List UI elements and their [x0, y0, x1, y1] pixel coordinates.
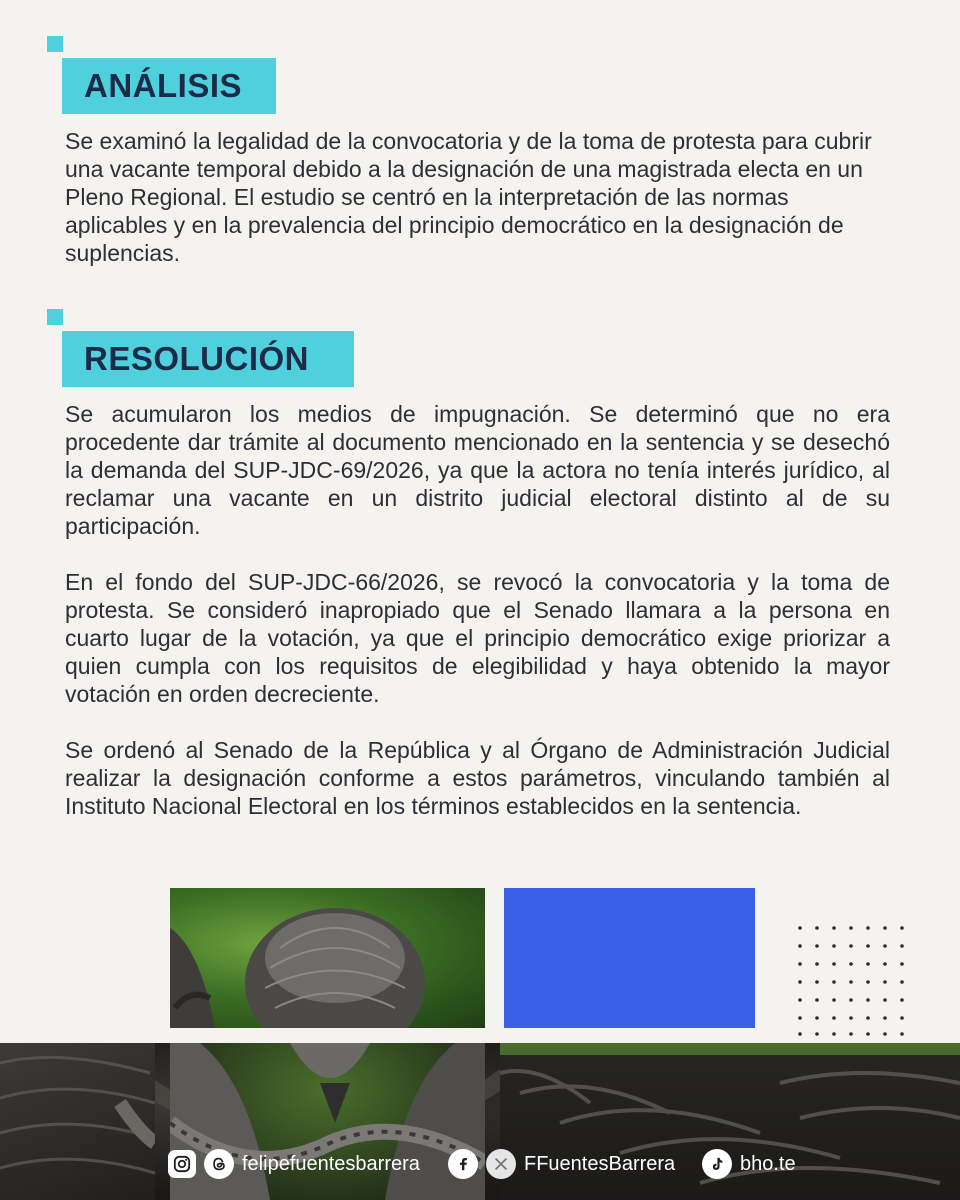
blue-accent-block — [504, 888, 755, 1028]
instagram-icon — [168, 1150, 196, 1178]
tiktok-handle: bho.te — [740, 1152, 796, 1175]
accent-square-resolution — [47, 309, 63, 325]
x-icon — [486, 1149, 516, 1179]
analysis-heading-box — [62, 58, 276, 114]
eagle-statue-photo-left-tile — [0, 1043, 155, 1200]
eagle-statue-photo-top — [170, 888, 485, 1028]
resolution-paragraph-3: Se ordenó al Senado de la República y al Órgano de Administración Judicial realizar la designación conforme a estos parámetros, vinculando también al Instituto Nacional Electoral en los términos establecidos en la sentencia. — [65, 737, 890, 819]
analysis-paragraph: Se examinó la legalidad de la convocatoria y de la toma de protesta para cubrir una vacante temporal debido a la designación de una magistrada electa en un Pleno Regional. El estudio se centró en la interpretación de las normas aplicables y en la prevalencia del principio democrático en la designación de suplencias. — [65, 128, 872, 266]
facebook-icon — [448, 1149, 478, 1179]
social-tiktok[interactable] — [702, 1146, 796, 1182]
resolution-heading: RESOLUCIÓN — [84, 340, 310, 377]
instagram-threads-handle: felipefuentesbarrera — [242, 1152, 420, 1175]
resolution-paragraph-2: En el fondo del SUP-JDC-66/2026, se revocó la convocatoria y la toma de protesta. Se consideró inapropiado que el Senado llamara a la persona en cuarto lugar de la votación, ya que el principio democrático exige priorizar a quien cumpla con los requisitos de elegibilidad y haya obtenido la mayor votación en orden decreciente. — [65, 569, 890, 707]
decorative-dot-grid — [795, 920, 915, 1040]
tiktok-icon — [702, 1149, 732, 1179]
analysis-heading: ANÁLISIS — [84, 67, 243, 104]
resolution-paragraph-1: Se acumularon los medios de impugnación. Se determinó que no era procedente dar trámite al documento mencionado en la sentencia y se desechó la demanda del SUP-JDC-69/2026, ya que la actora no tenía interés jurídico, al reclamar una vacante en un distrito judicial electoral distinto al de su participación. — [65, 401, 890, 539]
social-instagram-threads[interactable] — [168, 1146, 420, 1182]
resolution-heading-box — [62, 331, 354, 387]
facebook-x-handle: FFuentesBarrera — [524, 1152, 676, 1175]
accent-square-analysis — [47, 36, 63, 52]
threads-icon — [204, 1149, 234, 1179]
social-facebook-x[interactable] — [448, 1146, 675, 1182]
